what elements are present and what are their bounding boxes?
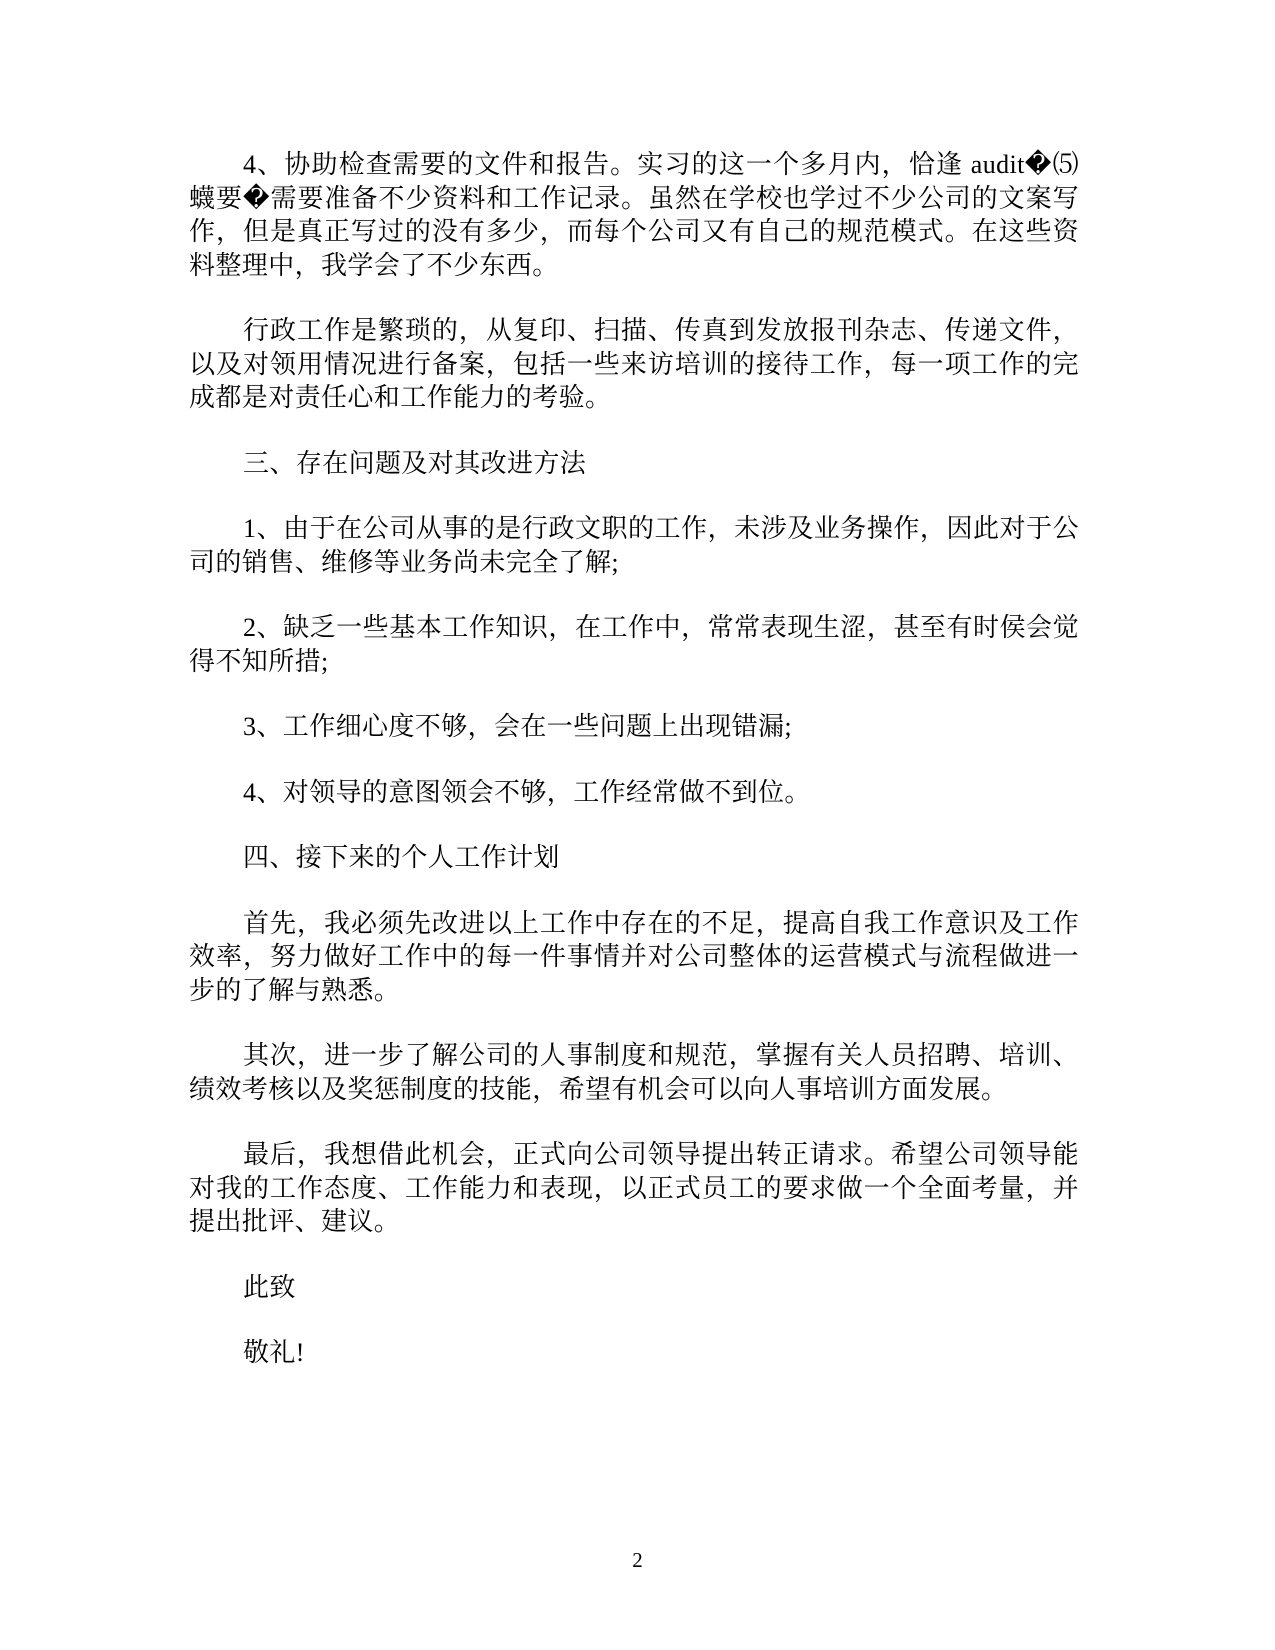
paragraph-admin-work: 行政工作是繁琐的，从复印、扫描、传真到发放报刊杂志、传递文件，以及对领用情况进行备案，包括一些来访培训的接待工作，每一项工作的完成都是对责任心和工作能力的考验。 (189, 316, 1079, 412)
closing-regards: 敬礼! (243, 1338, 305, 1367)
problem-item-3: 3、工作细心度不够，会在一些问题上出现错漏; (243, 712, 793, 741)
paragraph-audit-task: 4、协助检查需要的文件和报告。实习的这一个多月内，恰逢 audit�⑸蠛要�需要准备不少资料和工作记录。虽然在学校也学过不少公司的文案写作，但是真正写过的没有多少，而每个公司又有自己的规范模式。在这些资料整理中，我学会了不少东西。 (189, 150, 1079, 280)
closing-salutation: 此致 (243, 1272, 296, 1302)
problem-item-1: 1、由于在公司从事的是行政文职的工作，未涉及业务操作，因此对于公司的销售、维修等业务尚未完全了解; (189, 514, 1079, 577)
problem-item-2: 2、缺乏一些基本工作知识，在工作中，常常表现生涩，甚至有时侯会觉得不知所措; (189, 613, 1079, 676)
document-body (189, 148, 1079, 1402)
plan-paragraph-second: 其次，进一步了解公司的人事制度和规范，掌握有关人员招聘、培训、绩效考核以及奖惩制度的技能，希望有机会可以向人事培训方面发展。 (189, 1041, 1079, 1104)
plan-paragraph-first: 首先，我必须先改进以上工作中存在的不足，提高自我工作意识及工作效率，努力做好工作中的每一件事情并对公司整体的运营模式与流程做进一步的了解与熟悉。 (189, 908, 1079, 1005)
section-heading-plan: 四、接下来的个人工作计划 (243, 843, 560, 872)
problem-item-4: 4、对领导的意图领会不够，工作经常做不到位。 (243, 777, 811, 807)
page-number: 2 (632, 1548, 643, 1572)
section-heading-problems: 三、存在问题及对其改进方法 (243, 448, 587, 478)
plan-paragraph-last: 最后，我想借此机会，正式向公司领导提出转正请求。希望公司领导能对我的工作态度、工作能力和表现，以正式员工的要求做一个全面考量，并提出批评、建议。 (189, 1140, 1079, 1236)
